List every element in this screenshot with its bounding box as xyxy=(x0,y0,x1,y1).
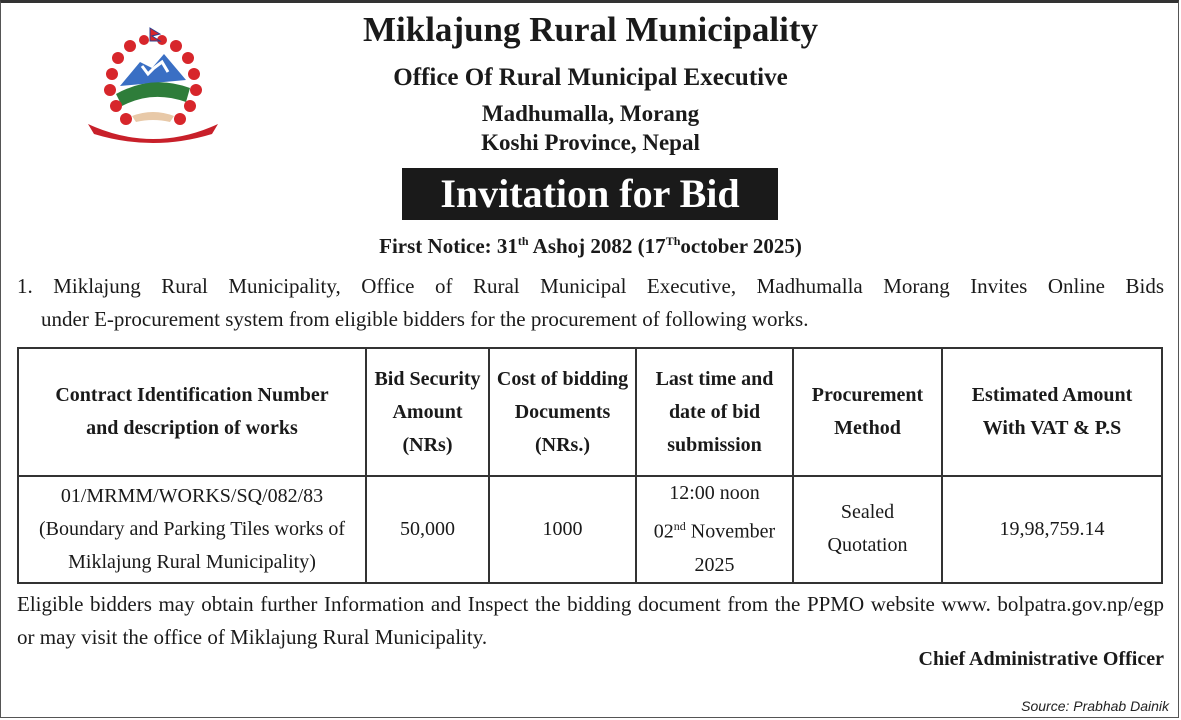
address-line-2: Koshi Province, Nepal xyxy=(481,130,700,155)
office-name: Office Of Rural Municipal Executive xyxy=(393,64,788,91)
col-method: Procurement Method xyxy=(793,348,942,476)
notice-title: Invitation for Bid xyxy=(402,168,778,220)
col-amount: Estimated Amount With VAT & P.S xyxy=(942,348,1162,476)
notice-sup1: th xyxy=(517,234,529,248)
deadline-day: 02 xyxy=(653,520,674,543)
signatory: Chief Administrative Officer xyxy=(918,648,1164,670)
col-doc-cost: Cost of bidding Documents (NRs.) xyxy=(489,348,636,476)
col-contract: Contract Identification Number and description of works xyxy=(18,348,366,476)
notice-prefix: First Notice: 31 xyxy=(379,234,518,258)
table-header-row xyxy=(18,348,1162,476)
deadline-sup: nd xyxy=(673,519,686,533)
table-row xyxy=(18,476,1162,583)
municipality-name: Miklajung Rural Municipality xyxy=(362,10,819,49)
cell-deadline xyxy=(636,476,793,583)
address-line-1: Madhumalla, Morang xyxy=(481,101,700,126)
bid-table xyxy=(17,347,1163,584)
col-deadline: Last time and date of bid submission xyxy=(636,348,793,476)
footer-paragraph: Eligible bidders may obtain further Information and Inspect the bidding document from the PPMO website www. bolpatra.gov.np/egp or may visit the office of Miklajung Rural Municipality. xyxy=(17,592,1164,649)
cell-method: Sealed Quotation xyxy=(793,476,942,583)
source-credit: Source: Prabhab Dainik xyxy=(1021,698,1169,714)
deadline-time: 12:00 noon xyxy=(669,482,760,504)
notice-date xyxy=(0,234,1181,259)
notice-mid: Ashoj 2082 (17 xyxy=(528,234,666,258)
cell-bid-security: 50,000 xyxy=(366,476,489,583)
intro-line-1: 1. Miklajung Rural Municipality, Office of Rural Municipal Executive, Madhumalla Morang Invites Online Bids xyxy=(17,274,1164,298)
intro-line-2: under E-procurement system from eligible bidders for the procurement of following works. xyxy=(41,307,809,331)
cell-contract: 01/MRMM/WORKS/SQ/082/83 (Boundary and Parking Tiles works of Miklajung Rural Municipality) xyxy=(18,476,366,583)
intro-paragraph xyxy=(17,270,1164,336)
cell-amount: 19,98,759.14 xyxy=(942,476,1162,583)
notice-suffix: october 2025) xyxy=(680,234,802,258)
deadline-month: November 2025 xyxy=(685,520,776,576)
col-bid-security: Bid Security Amount (NRs) xyxy=(366,348,489,476)
cell-doc-cost: 1000 xyxy=(489,476,636,583)
notice-sup2: Th xyxy=(665,234,681,248)
